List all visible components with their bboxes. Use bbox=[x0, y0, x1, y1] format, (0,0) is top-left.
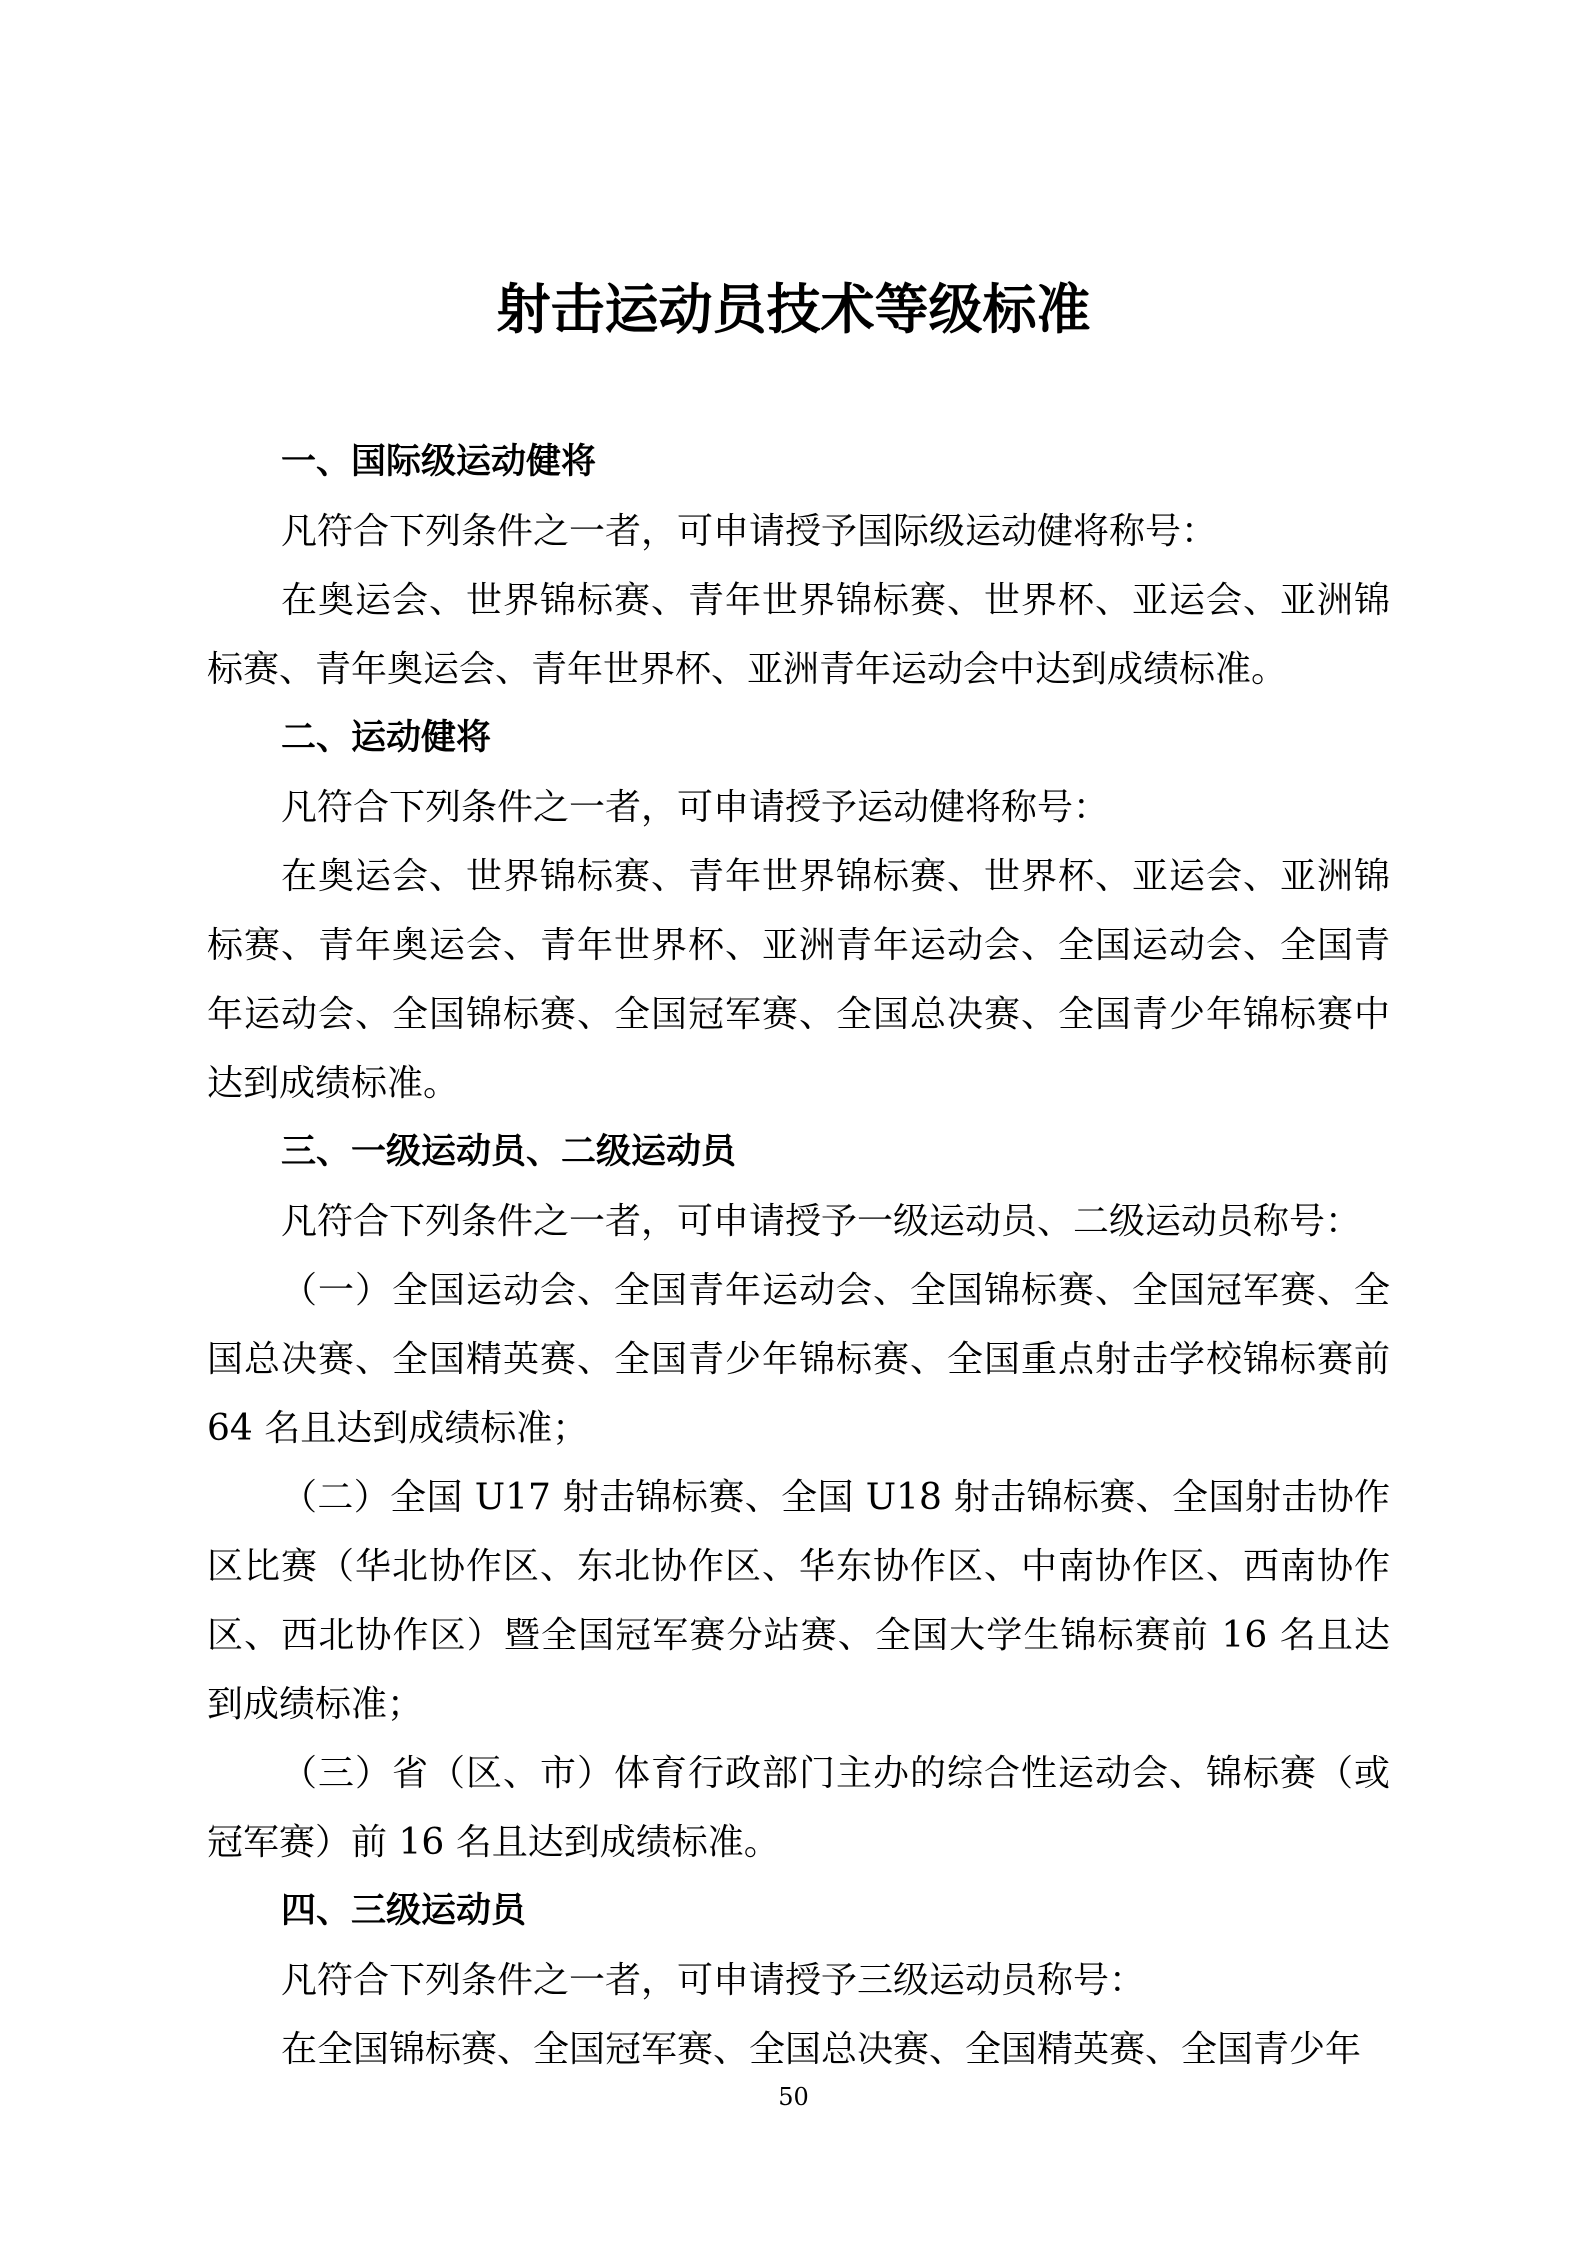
paragraph: 凡符合下列条件之一者，可申请授予国际级运动健将称号： bbox=[281, 511, 1218, 552]
paragraph: 凡符合下列条件之一者，可申请授予一级运动员、二级运动员称号： bbox=[281, 1201, 1362, 1242]
paragraph: 凡符合下列条件之一者，可申请授予运动健将称号： bbox=[281, 787, 1110, 828]
paragraph: 凡符合下列条件之一者，可申请授予三级运动员称号： bbox=[281, 1960, 1146, 2001]
document-body bbox=[207, 428, 1390, 2084]
paragraph: （三）省（区、市）体育行政部门主办的综合性运动会、锦标赛（或冠军赛）前 16 名且达到成绩标准。 bbox=[207, 1753, 1390, 1863]
section-heading: 四、三级运动员 bbox=[281, 1891, 527, 1931]
section-international-master bbox=[207, 428, 1390, 704]
page-number: 50 bbox=[778, 2083, 809, 2111]
document-title: 射击运动员技术等级标准 bbox=[496, 277, 1091, 342]
paragraph: 在全国锦标赛、全国冠军赛、全国总决赛、全国精英赛、全国青少年 bbox=[281, 2029, 1362, 2070]
section-heading: 一、国际级运动健将 bbox=[281, 442, 597, 482]
section-heading: 三、一级运动员、二级运动员 bbox=[281, 1132, 737, 1172]
section-heading: 二、运动健将 bbox=[281, 718, 492, 758]
section-master bbox=[207, 704, 1390, 1118]
section-third-class bbox=[207, 1877, 1390, 2084]
section-first-second-class bbox=[207, 1118, 1390, 1877]
paragraph: （一）全国运动会、全国青年运动会、全国锦标赛、全国冠军赛、全国总决赛、全国精英赛、全国青少年锦标赛、全国重点射击学校锦标赛前 64 名且达到成绩标准； bbox=[207, 1270, 1390, 1449]
paragraph: 在奥运会、世界锦标赛、青年世界锦标赛、世界杯、亚运会、亚洲锦标赛、青年奥运会、青年世界杯、亚洲青年运动会中达到成绩标准。 bbox=[207, 580, 1390, 690]
paragraph: （二）全国 U17 射击锦标赛、全国 U18 射击锦标赛、全国射击协作区比赛（华北协作区、东北协作区、华东协作区、中南协作区、西南协作区、西北协作区）暨全国冠军赛分站赛、全国大学生锦标赛前 16 名且达到成绩标准； bbox=[207, 1477, 1390, 1725]
paragraph: 在奥运会、世界锦标赛、青年世界锦标赛、世界杯、亚运会、亚洲锦标赛、青年奥运会、青年世界杯、亚洲青年运动会、全国运动会、全国青年运动会、全国锦标赛、全国冠军赛、全国总决赛、全国青少年锦标赛中达到成绩标准。 bbox=[207, 856, 1390, 1104]
